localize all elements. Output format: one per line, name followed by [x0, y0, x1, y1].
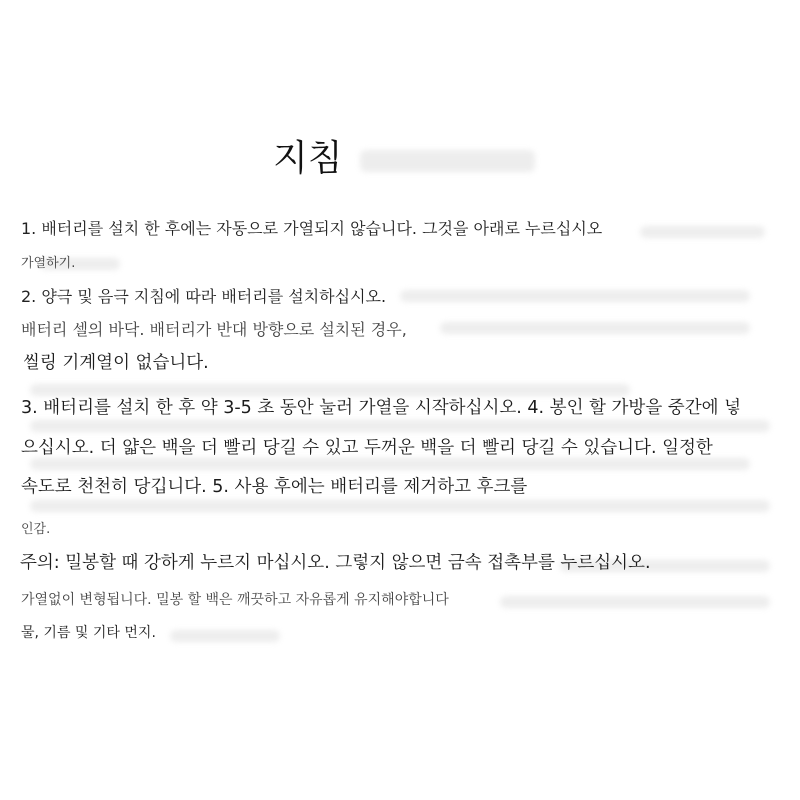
- instruction-line: 씰링 기계열이 없습니다.: [23, 353, 209, 373]
- ghost-text: [640, 226, 765, 238]
- ghost-text: [30, 500, 770, 512]
- instruction-line: 으십시오. 더 얇은 백을 더 빨리 당길 수 있고 두꺼운 백을 더 빨리 당길 수 있습니다. 일정한: [21, 438, 713, 458]
- ghost-text: [440, 322, 750, 334]
- instruction-line: 3. 배터리를 설치 한 후 약 3-5 초 동안 눌러 가열을 시작하십시오. 4. 봉인 할 가방을 중간에 넣: [21, 398, 741, 418]
- caution-line: 주의: 밀봉할 때 강하게 누르지 마십시오. 그렇지 않으면 금속 접촉부를 누르십시오.: [20, 553, 651, 573]
- instruction-line: 속도로 천천히 당깁니다. 5. 사용 후에는 배터리를 제거하고 후크를: [21, 477, 528, 497]
- page-title: 지침: [273, 138, 343, 179]
- instruction-line: 배터리 셀의 바닥. 배터리가 반대 방향으로 설치된 경우,: [21, 320, 407, 339]
- caution-line: 가열없이 변형됩니다. 밀봉 할 백은 깨끗하고 자유롭게 유지해야합니다: [21, 592, 449, 608]
- ghost-text: [360, 150, 535, 172]
- ghost-text: [30, 420, 770, 432]
- instruction-line: 인감.: [21, 522, 51, 537]
- ghost-text: [500, 596, 770, 608]
- ghost-text: [30, 384, 630, 396]
- instruction-line: 가열하기.: [21, 256, 76, 271]
- instruction-line: 1. 배터리를 설치 한 후에는 자동으로 가열되지 않습니다. 그것을 아래로 누르십시오: [21, 219, 603, 238]
- caution-line: 물, 기름 및 기타 먼지.: [21, 625, 156, 641]
- instruction-line: 2. 양극 및 음극 지침에 따라 배터리를 설치하십시오.: [21, 287, 387, 306]
- ghost-text: [170, 630, 280, 642]
- ghost-text: [400, 290, 750, 302]
